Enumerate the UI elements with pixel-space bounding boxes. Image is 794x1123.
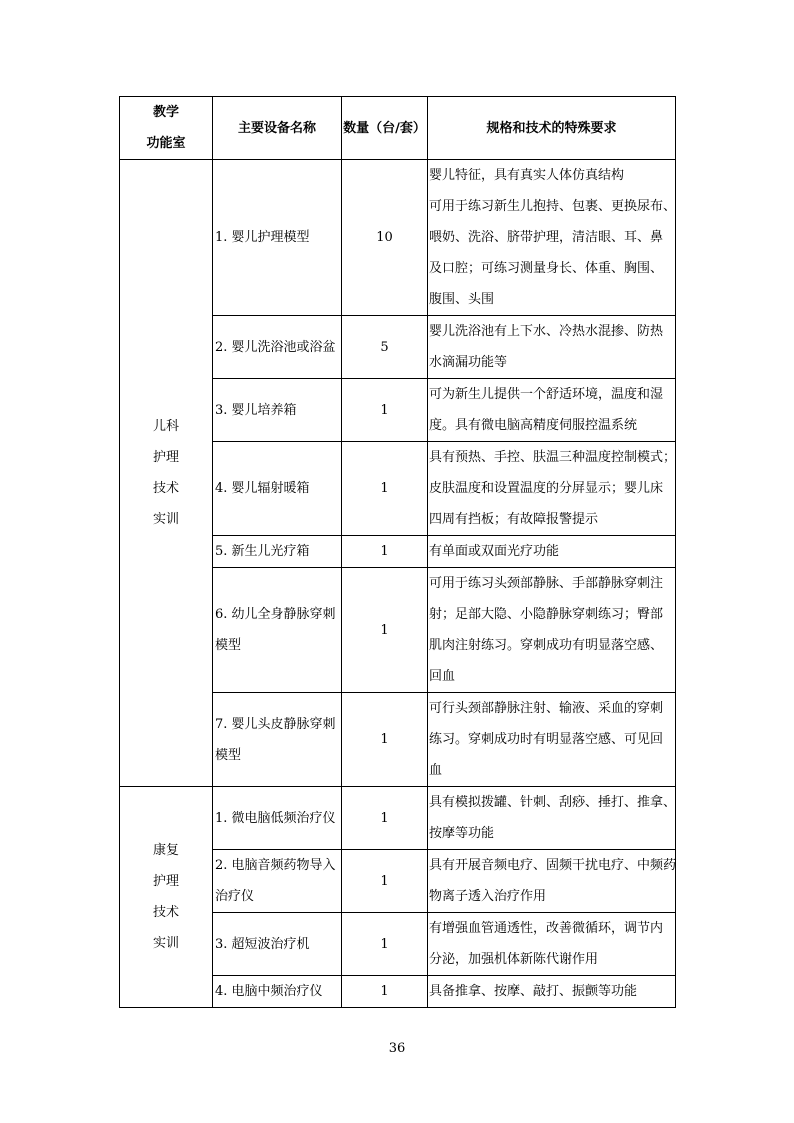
requirements-cell <box>428 850 676 913</box>
header-quantity: 数量（台/套） <box>342 97 428 160</box>
room-line: 实训 <box>152 512 179 527</box>
requirements-line: 四周有挡板；有故障报警提示 <box>429 512 599 527</box>
equipment-name-line: 1. 微电脑低频治疗仪 <box>215 810 336 826</box>
requirements-line: 有增强血管通透性，改善微循环，调节内 <box>429 921 664 936</box>
requirements-line: 具备推拿、按摩、敲打、振颤等功能 <box>429 984 638 999</box>
requirements-line: 按摩等功能 <box>429 826 495 841</box>
header-room-line: 功能室 <box>146 136 186 151</box>
equipment-name-cell <box>213 568 342 693</box>
quantity-cell: 5 <box>342 316 428 379</box>
room-line: 技术 <box>152 481 179 496</box>
header-row <box>120 97 676 160</box>
room-line: 实训 <box>152 936 179 951</box>
quantity-cell: 1 <box>342 379 428 442</box>
equipment-name-line: 4. 婴儿辐射暖箱 <box>215 481 310 496</box>
room-line: 护理 <box>152 450 179 465</box>
requirements-line: 血 <box>429 763 443 778</box>
quantity-cell: 10 <box>342 160 428 316</box>
equipment-name-line: 3. 婴儿培养箱 <box>215 402 297 418</box>
table-row <box>120 787 676 850</box>
requirements-cell <box>428 160 676 316</box>
table-body <box>120 160 676 1008</box>
requirements-line: 可用于练习新生儿抱持、包裹、更换尿布、 <box>429 199 677 214</box>
requirements-line: 具有开展音频电疗、固频干扰电疗、中频药 <box>429 858 677 873</box>
requirements-cell <box>428 787 676 850</box>
equipment-name-line: 2. 电脑音频药物导入 <box>215 858 336 873</box>
equipment-name-cell <box>213 976 342 1008</box>
equipment-table <box>119 96 676 1008</box>
header-requirements: 规格和技术的特殊要求 <box>428 97 676 160</box>
requirements-cell <box>428 693 676 787</box>
room-line: 康复 <box>152 843 179 858</box>
room-cell <box>120 787 213 1008</box>
equipment-name-line: 2. 婴儿洗浴池或浴盆 <box>215 339 336 355</box>
requirements-cell <box>428 976 676 1008</box>
quantity-cell: 1 <box>342 913 428 976</box>
equipment-name-line: 模型 <box>215 638 242 653</box>
equipment-name-cell <box>213 693 342 787</box>
room-line: 护理 <box>152 874 179 889</box>
equipment-name-line: 治疗仪 <box>215 889 255 904</box>
equipment-name-cell <box>213 316 342 379</box>
header-room-line: 教学 <box>152 105 179 120</box>
quantity-cell: 1 <box>342 787 428 850</box>
requirements-line: 具有模拟拨罐、针刺、刮痧、捶打、推拿、 <box>429 795 677 810</box>
requirements-line: 具有预热、手控、肤温三种温度控制模式； <box>429 450 677 465</box>
quantity-cell: 1 <box>342 850 428 913</box>
requirements-cell <box>428 442 676 536</box>
requirements-line: 水滴漏功能等 <box>429 355 508 370</box>
equipment-name-line: 1. 婴儿护理模型 <box>215 230 310 245</box>
equipment-name-cell <box>213 160 342 316</box>
requirements-line: 可行头颈部静脉注射、输液、采血的穿刺 <box>429 701 664 716</box>
equipment-name-cell <box>213 787 342 850</box>
requirements-cell <box>428 316 676 379</box>
room-line: 儿科 <box>152 419 179 434</box>
equipment-name-cell <box>213 442 342 536</box>
equipment-name-line: 7. 婴儿头皮静脉穿刺 <box>215 716 336 732</box>
requirements-cell <box>428 568 676 693</box>
header-equipment: 主要设备名称 <box>213 97 342 160</box>
quantity-cell: 1 <box>342 976 428 1008</box>
equipment-name-line: 模型 <box>215 747 242 763</box>
quantity-cell: 1 <box>342 568 428 693</box>
equipment-name-line: 5. 新生儿光疗箱 <box>215 544 310 559</box>
requirements-cell <box>428 379 676 442</box>
equipment-name-cell <box>213 379 342 442</box>
page-number: 36 <box>388 1041 406 1056</box>
quantity-cell: 1 <box>342 693 428 787</box>
requirements-line: 度。具有微电脑高精度伺服控温系统 <box>429 418 638 433</box>
requirements-line: 肌肉注射练习。穿刺成功有明显落空感、 <box>429 638 664 653</box>
requirements-line: 练习。穿刺成功时有明显落空感、可见回 <box>429 732 664 747</box>
requirements-line: 物离子透入治疗作用 <box>429 889 547 904</box>
requirements-cell <box>428 913 676 976</box>
equipment-name-cell <box>213 913 342 976</box>
requirements-line: 可为新生儿提供一个舒适环境，温度和湿 <box>429 387 664 402</box>
table-row <box>120 160 676 316</box>
room-cell <box>120 160 213 787</box>
requirements-line: 有单面或双面光疗功能 <box>429 544 560 559</box>
quantity-cell: 1 <box>342 536 428 568</box>
requirements-line: 婴儿特征，具有真实人体仿真结构 <box>429 168 625 183</box>
requirements-cell <box>428 536 676 568</box>
equipment-name-line: 4. 电脑中频治疗仪 <box>215 984 323 999</box>
requirements-line: 皮肤温度和设置温度的分屏显示；婴儿床 <box>429 481 664 496</box>
equipment-name-line: 3. 超短波治疗机 <box>215 936 310 952</box>
requirements-line: 可用于练习头颈部静脉、手部静脉穿刺注 <box>429 576 664 591</box>
requirements-line: 分泌，加强机体新陈代谢作用 <box>429 952 599 967</box>
equipment-name-cell <box>213 850 342 913</box>
equipment-name-cell <box>213 536 342 568</box>
requirements-line: 射；足部大隐、小隐静脉穿刺练习；臀部 <box>429 607 664 622</box>
room-line: 技术 <box>152 905 179 920</box>
equipment-name-line: 6. 幼儿全身静脉穿刺 <box>215 607 336 622</box>
requirements-line: 腹围、头围 <box>429 292 495 307</box>
header-room <box>120 97 213 160</box>
requirements-line: 婴儿洗浴池有上下水、冷热水混掺、防热 <box>429 324 664 339</box>
requirements-line: 回血 <box>429 669 456 684</box>
requirements-line: 喂奶、洗浴、脐带护理，清洁眼、耳、鼻 <box>429 230 664 245</box>
requirements-line: 及口腔；可练习测量身长、体重、胸围、 <box>429 261 664 276</box>
quantity-cell: 1 <box>342 442 428 536</box>
